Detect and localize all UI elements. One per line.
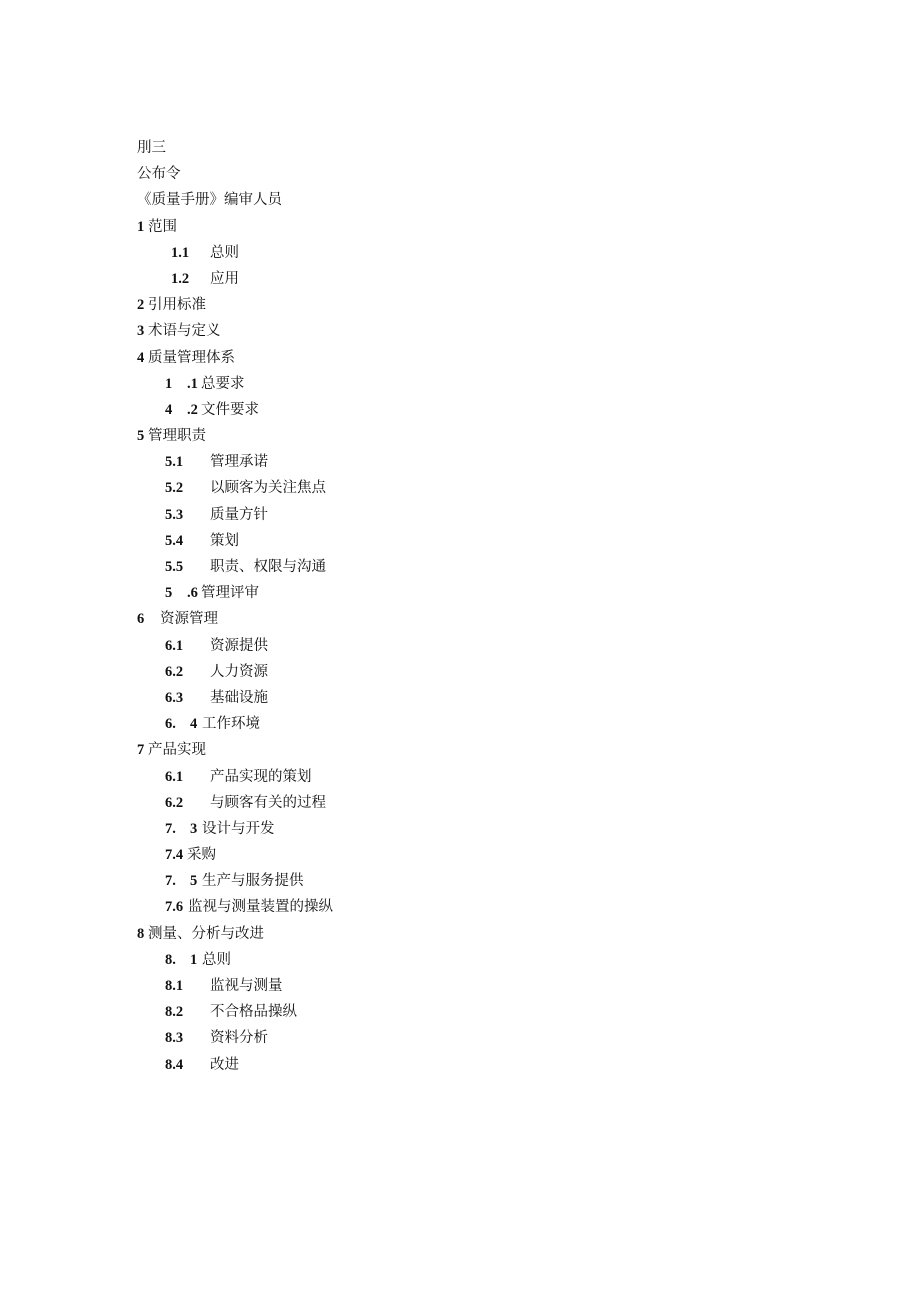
toc-entry-title: 引用标准: [148, 297, 206, 314]
toc-entry: [0, 187, 920, 213]
toc-entry-title: 总则: [202, 951, 231, 968]
toc-entry: [0, 397, 920, 423]
toc-entry-number: 8.1: [165, 978, 184, 994]
toc-entry: [0, 135, 920, 161]
toc-entry: [0, 921, 920, 947]
toc-entry-title: 管理评审: [201, 585, 259, 602]
toc-entry: [0, 214, 920, 240]
toc-entry-title: 质量方针: [210, 506, 268, 523]
toc-entry-number: 6.3: [165, 689, 184, 706]
toc-entry-title: 公布令: [137, 166, 181, 183]
toc-entry-number: 5: [137, 428, 145, 445]
toc-entry-title: 应用: [210, 270, 239, 287]
toc-entry: [0, 1025, 920, 1051]
toc-entry: [0, 790, 920, 816]
toc-entry-title: 产品实现的策划: [210, 768, 312, 785]
toc-entry-number: 5.5: [165, 559, 184, 575]
toc-entry-title: 工作环境: [202, 716, 260, 733]
toc-entry-title: 基础设施: [210, 689, 268, 706]
toc-entry-title: 采购: [187, 847, 216, 864]
toc-entry: [0, 371, 920, 397]
toc-entry: [0, 161, 920, 187]
toc-entry-number: 8.2: [165, 1004, 184, 1021]
toc-entry-number: 4: [137, 349, 145, 366]
toc-entry-number: 7: [137, 742, 145, 759]
toc-entry-title: 《质量手册》编审人员: [137, 192, 282, 209]
toc-entry-title: 资源管理: [160, 611, 218, 628]
toc-entry-number: 1: [137, 218, 145, 235]
toc-entry: [0, 764, 920, 790]
toc-entry: [0, 685, 920, 711]
toc-entry-number: 6.2: [165, 794, 184, 811]
toc-entry-number: 7.4: [165, 847, 184, 864]
toc-entry-subnumber: .2: [187, 401, 198, 418]
toc-entry: [0, 711, 920, 737]
toc-entry-number: 5: [165, 585, 173, 602]
toc-entry-number: 8: [137, 925, 145, 942]
toc-entry: [0, 502, 920, 528]
toc-entry-number: 8.: [165, 951, 176, 968]
toc-entry-title: 与顾客有关的过程: [210, 794, 326, 811]
toc-entry-number: 5.3: [165, 506, 184, 523]
toc-entry-title: 资源提供: [210, 637, 268, 654]
toc-entry: [0, 423, 920, 449]
toc-entry: [0, 449, 920, 475]
toc-entry: [0, 868, 920, 894]
toc-entry: [0, 580, 920, 606]
toc-entry-number: 5.1: [165, 454, 184, 471]
toc-entry-title: 生产与服务提供: [202, 873, 304, 890]
toc-entry-title: 职责、权限与沟通: [210, 559, 326, 575]
toc-entry-number: 3: [137, 323, 145, 340]
toc-entry-number: 6.1: [165, 637, 184, 654]
toc-entry: [0, 894, 920, 920]
toc-entry-number: 1: [165, 375, 173, 392]
toc-entry-title: 术语与定义: [148, 323, 221, 340]
toc-entry-title: 资料分析: [210, 1030, 268, 1047]
toc-entry: [0, 318, 920, 344]
toc-entry: [0, 266, 920, 292]
toc-entry-title: 改进: [210, 1056, 239, 1073]
toc-entry: [0, 947, 920, 973]
toc-entry: [0, 842, 920, 868]
toc-entry-number: 7.: [165, 820, 176, 837]
toc-entry-title: 监视与测量装置的操纵: [188, 899, 333, 916]
toc-entry: [0, 606, 920, 632]
toc-entry-subnumber: 5: [190, 873, 198, 890]
toc-entry-title: 以顾客为关注焦点: [210, 480, 326, 497]
toc-entry: [0, 475, 920, 501]
toc-entry: [0, 1052, 920, 1078]
toc-entry-subnumber: .6: [187, 585, 198, 602]
toc-entry-title: 不合格品操纵: [210, 1004, 297, 1021]
toc-entry-title: 刖三: [137, 140, 166, 156]
toc-entry-title: 质量管理体系: [148, 349, 235, 366]
toc-entry-title: 范围: [148, 218, 177, 235]
toc-entry: [0, 240, 920, 266]
toc-entry: [0, 345, 920, 371]
toc-entry-subnumber: .1: [187, 375, 198, 392]
toc-entry-number: 6.: [165, 716, 176, 733]
toc-entry-title: 人力资源: [210, 663, 268, 680]
toc-entry: [0, 816, 920, 842]
toc-entry-number: 1.2: [171, 270, 190, 287]
toc-entry-number: 6: [137, 611, 145, 628]
toc-entry-number: 5.2: [165, 480, 184, 497]
toc-entry: [0, 999, 920, 1025]
toc-entry-title: 监视与测量: [210, 978, 283, 994]
toc-entry-number: 7.6: [165, 899, 184, 916]
table-of-contents: [0, 135, 920, 1078]
toc-entry: [0, 554, 920, 580]
toc-entry-subnumber: 3: [190, 820, 198, 837]
toc-entry-number: 5.4: [165, 532, 184, 549]
toc-entry-title: 设计与开发: [202, 820, 275, 837]
toc-entry-number: 1.1: [171, 244, 190, 261]
toc-entry-number: 8.4: [165, 1056, 184, 1073]
toc-entry-number: 2: [137, 297, 145, 314]
toc-entry-number: 7.: [165, 873, 176, 890]
toc-entry-title: 文件要求: [201, 401, 259, 418]
toc-entry: [0, 528, 920, 554]
toc-entry: [0, 973, 920, 999]
toc-entry-number: 4: [165, 401, 173, 418]
toc-entry-title: 总要求: [201, 375, 245, 392]
toc-entry: [0, 737, 920, 763]
toc-entry-subnumber: 1: [190, 951, 198, 968]
toc-entry-title: 测量、分析与改进: [148, 925, 264, 942]
toc-entry-subnumber: 4: [190, 716, 198, 733]
toc-entry-number: 6.2: [165, 663, 184, 680]
toc-entry-title: 总则: [210, 244, 239, 261]
toc-entry-number: 8.3: [165, 1030, 184, 1047]
toc-entry: [0, 633, 920, 659]
toc-entry-title: 管理职责: [148, 428, 206, 445]
toc-entry: [0, 292, 920, 318]
toc-entry-title: 产品实现: [148, 742, 206, 759]
toc-entry-title: 策划: [210, 532, 239, 549]
toc-entry: [0, 659, 920, 685]
toc-entry-title: 管理承诺: [210, 454, 268, 471]
toc-entry-number: 6.1: [165, 768, 184, 785]
